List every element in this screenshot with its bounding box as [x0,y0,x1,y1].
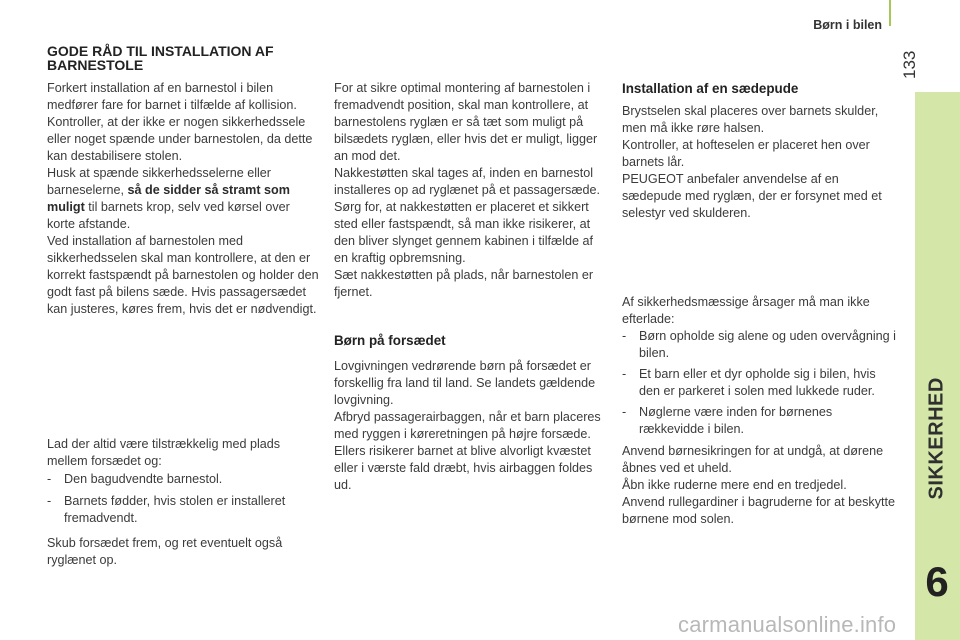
paragraph-text: Husk at spænde sikkerhedsselerne eller barneselerne, [47,166,272,197]
subheading: Installation af en sædepude [622,81,799,96]
paragraph: Ellers risikerer barnet at blive alvorligt kvæstet eller i værste fald dræbt, hvis airbaggen foldes ud. [334,444,593,492]
paragraph: Anvend børnesikringen for at undgå, at dørene åbnes ved et uheld. [622,444,884,475]
list-item-text: Nøglerne være inden for børnenes rækkevidde i bilen. [639,405,833,436]
list-item [622,328,900,362]
column-3-lower [622,294,900,528]
list-item [47,471,321,488]
paragraph: PEUGEOT anbefaler anvendelse af en sædepude med ryglæn, der er forsynet med et selestyr ved skulderen. [622,172,882,220]
paragraph: Afbryd passagerairbaggen, når et barn placeres med ryggen i køreretningen på højre forsæde. [334,410,601,441]
paragraph: Ved installation af barnestolen med sikkerhedsselen skal man kontrollere, at den er korrekt fastspændt på barnestolen og holder den godt fast på bilens sæde. Hvis passagersædet kan justeres, køres frem, hvis det er nødvendigt. [47,234,319,316]
list-dash: - [622,367,627,381]
section-heading: GODE RÅD TIL INSTALLATION AF BARNESTOLE [47,43,274,73]
column-1 [47,44,321,318]
column-2 [334,80,608,494]
paragraph: Skub forsædet frem, og ret eventuelt også ryglænet op. [47,536,283,567]
list-item-text: Barnets fødder, hvis stolen er installeret fremadvendt. [64,494,286,525]
paragraph [47,165,321,233]
list-item [47,493,321,527]
list-item-text: Børn opholde sig alene og uden overvågning i bilen. [639,329,896,360]
list-dash: - [47,472,52,486]
paragraph: Kontroller, at hofteselen er placeret hen over barnets lår. [622,138,870,169]
paragraph: Sæt nakkestøtten på plads, når barnestolen er fjernet. [334,268,594,299]
section-title: Børn i bilen [813,18,882,32]
list-item [622,404,900,438]
list-item [622,366,900,400]
paragraph: Af sikkerhedsmæssige årsager må man ikke efterlade: [622,295,870,326]
paragraph: Forkert installation af en barnestol i bilen medfører fare for barnet i tilfælde af kollision. [47,81,297,112]
list-dash: - [622,405,627,419]
paragraph: Anvend rullegardiner i bagruderne for at beskytte børnene mod solen. [622,495,896,526]
watermark: carmanualsonline.info [678,612,897,637]
page-number: 133 [900,50,919,79]
paragraph: For at sikre optimal montering af barnestolen i fremadvendt position, skal man kontrollere, at barnestolens ryglæn er så tæt som muligt på bilsædets ryglæn, eller hvis det er muligt, ligger an mod det. [334,81,598,163]
column-3 [622,81,900,222]
paragraph: Åbn ikke ruderne mere end en tredjedel. [622,478,847,492]
chapter-number: 6 [925,558,949,605]
list-item-text: Et barn eller et dyr opholde sig i bilen, hvis den er parkeret i solen med lukkede ruder. [639,367,876,398]
paragraph: Nakkestøtten skal tages af, inden en barnestol installeres op ad ryglænet på et passagersæde. [334,166,601,197]
header-divider [889,0,891,26]
paragraph-text: til barnets krop, selv ved kørsel over korte afstande. [47,200,290,231]
paragraph: Lad der altid være tilstrækkelig med plads mellem forsædet og: [47,437,281,468]
column-1-lower [47,436,321,569]
emphasis-text: så de sidder så stramt som muligt [47,183,290,214]
paragraph: Kontroller, at der ikke er nogen sikkerhedssele eller noget spænde under barnestolen, da dette kan destabilisere stolen. [47,115,313,163]
paragraph: Brystselen skal placeres over barnets skulder, men må ikke røre halsen. [622,104,879,135]
paragraph: Lovgivningen vedrørende børn på forsædet er forskellig fra land til land. Se landets gældende lovgivning. [334,359,596,407]
list-dash: - [622,329,627,343]
list-item-text: Den bagudvendte barnestol. [64,472,223,486]
subheading: Børn på forsædet [334,333,446,348]
chapter-label: SIKKERHED [925,377,948,500]
list-dash: - [47,494,52,508]
paragraph: Sørg for, at nakkestøtten er placeret et sikkert sted eller fastspændt, så man ikke risikerer, at den bliver slynget gennem kabinen i tilfælde af en kraftig opbremsning. [334,200,594,265]
